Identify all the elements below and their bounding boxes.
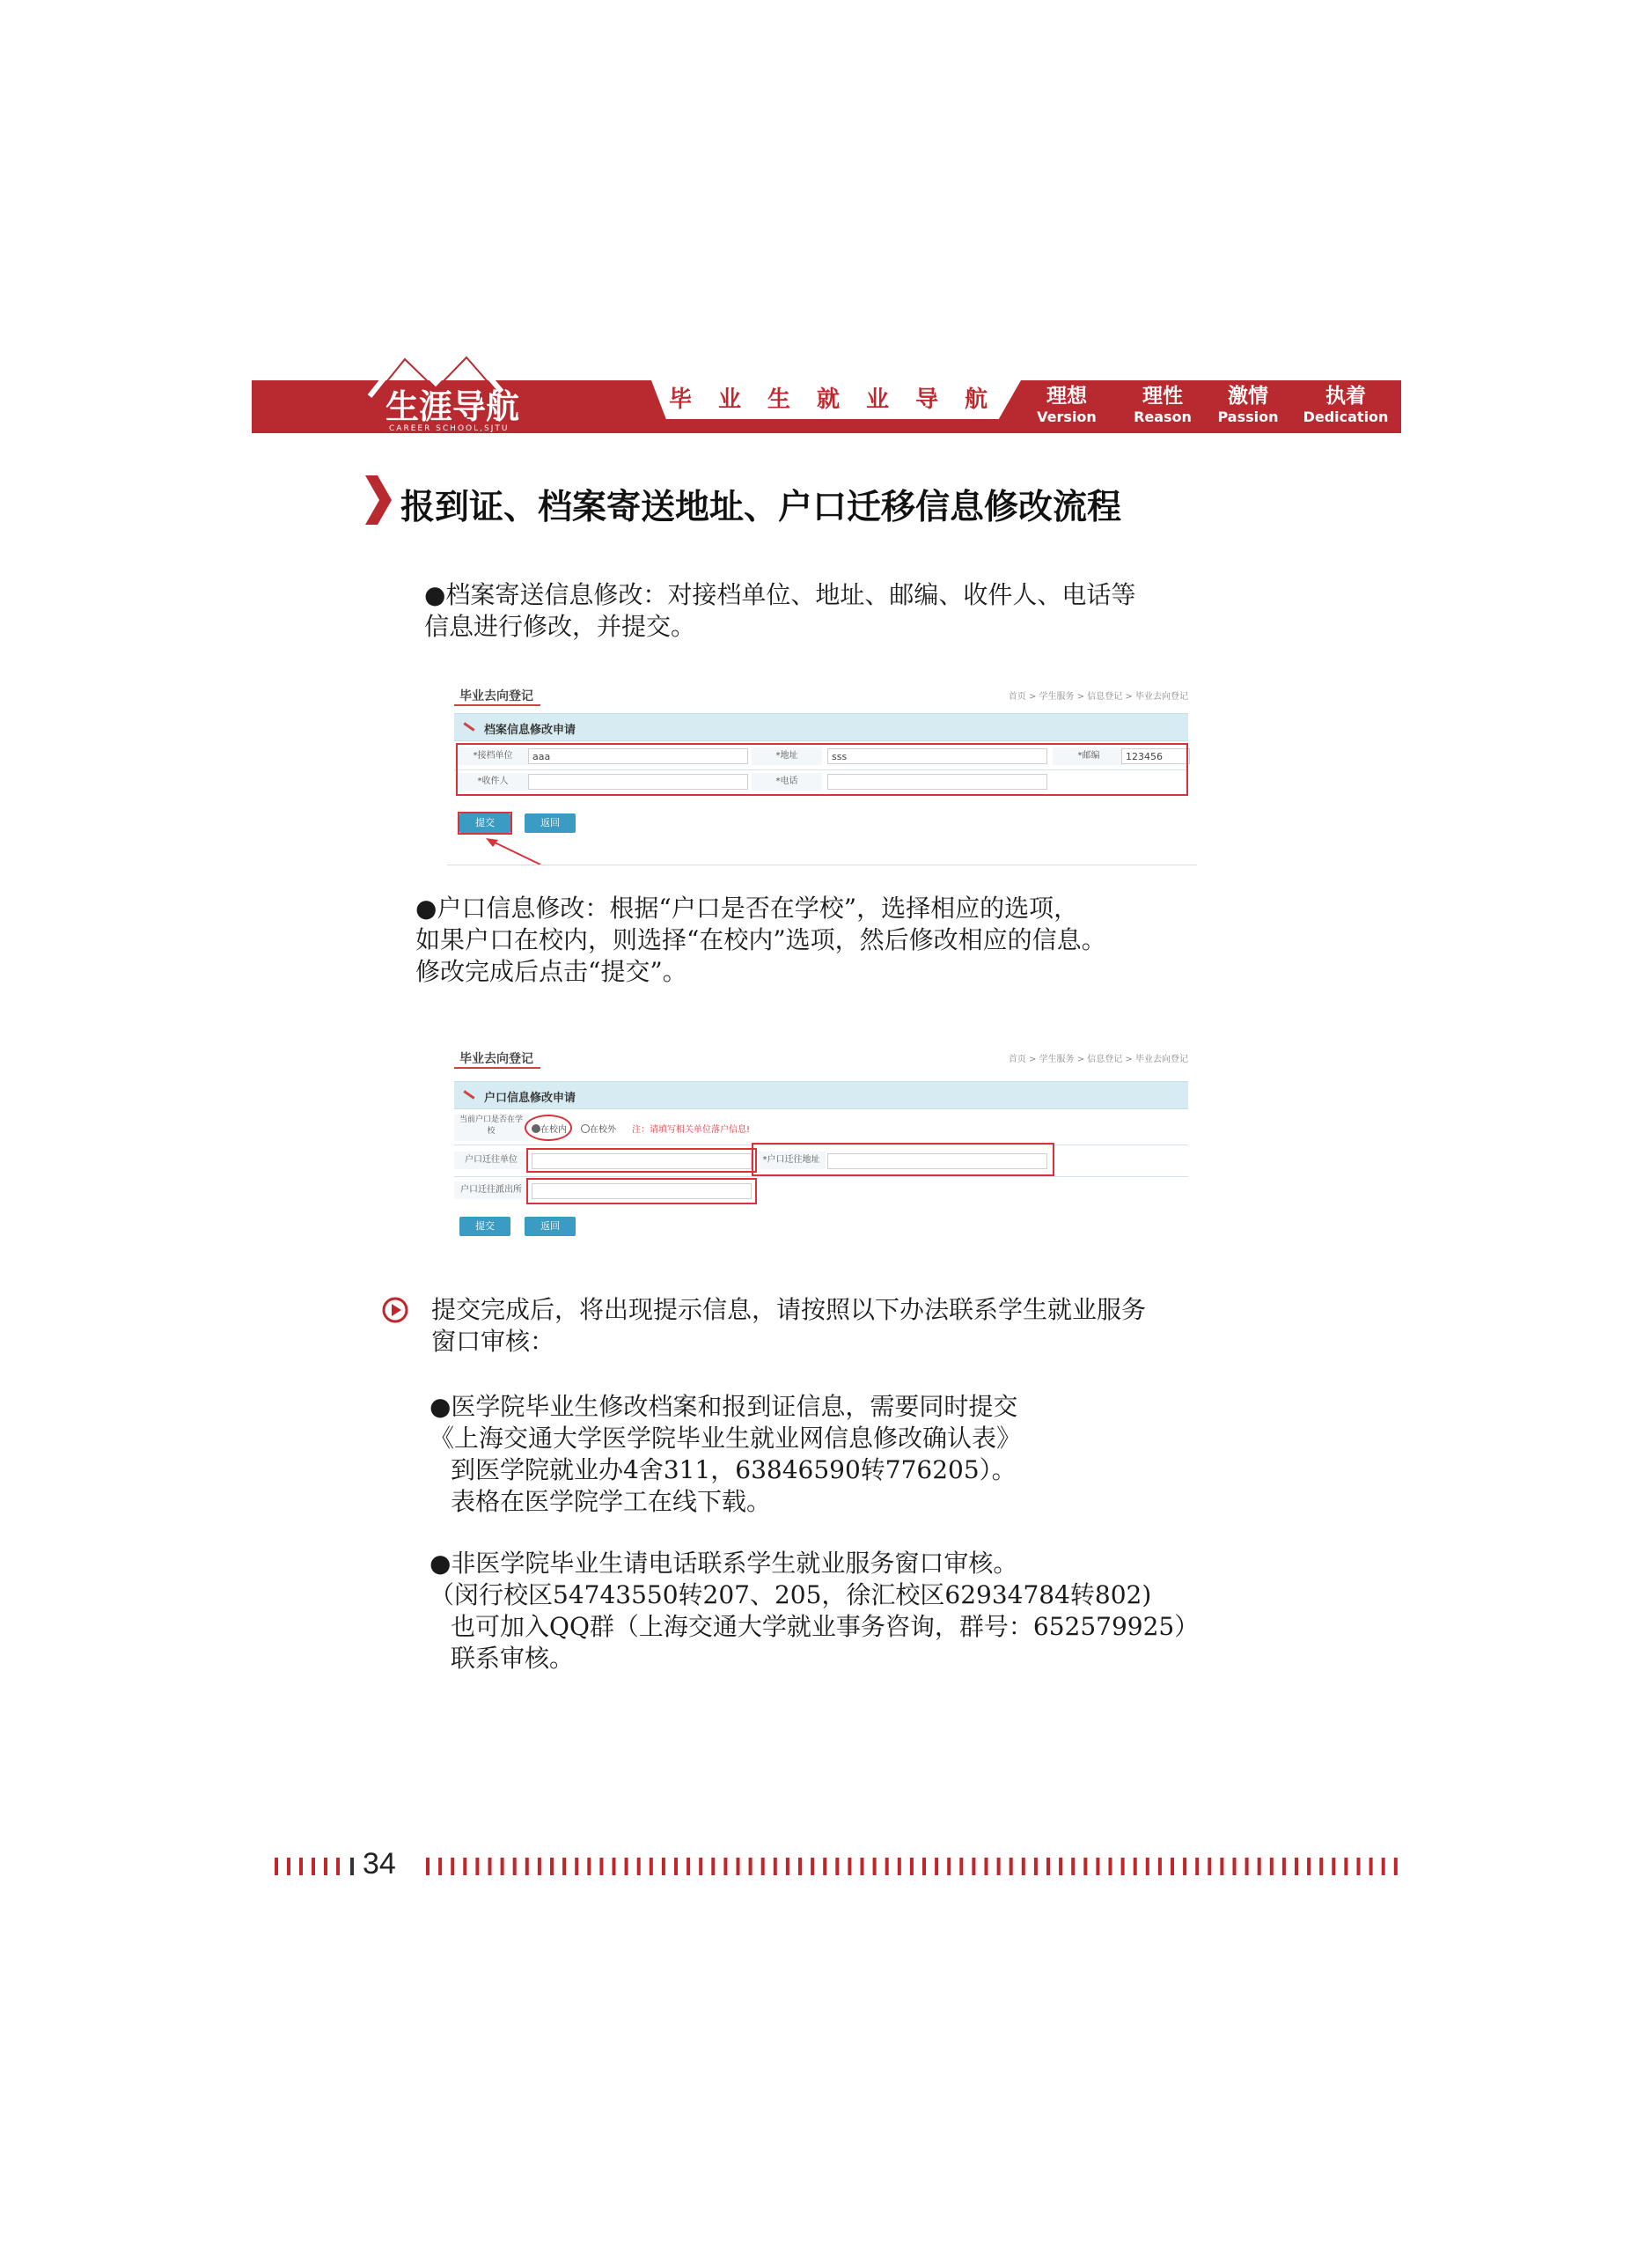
form-section-bar xyxy=(454,713,1188,741)
zip-label: *邮编 xyxy=(1053,747,1125,765)
logo-text: 生涯导航 xyxy=(385,387,520,426)
bar-mark xyxy=(463,722,474,731)
move-unit-label: 户口迁往单位 xyxy=(454,1152,528,1169)
title-underline xyxy=(454,704,540,706)
form-section-bar xyxy=(454,1081,1188,1109)
unit-label: *接档单位 xyxy=(458,747,528,765)
highlight-box xyxy=(752,1143,1054,1176)
move-police-label: 户口迁往派出所 xyxy=(454,1181,528,1199)
move-address-label: *户口迁往地址 xyxy=(757,1152,826,1169)
receiver-label: *收件人 xyxy=(458,773,528,791)
bar-mark xyxy=(463,1090,474,1099)
radio-in-school[interactable]: 在校内 xyxy=(532,1122,567,1135)
nav-title: 毕业生就业导航 xyxy=(669,386,1015,413)
form-section-title: 档案信息修改申请 xyxy=(484,724,576,737)
unit-input[interactable]: aaa xyxy=(528,748,748,764)
zip-input[interactable]: 123456 xyxy=(1121,748,1190,764)
form-page-title: 毕业去向登记 xyxy=(459,689,533,703)
section-nonmedical-text: ●非医学院毕业生请电话联系学生就业服务窗口审核。 （闵行校区54743550转207、205，徐汇校区62934784转802) 也可加入QQ群（上海交通大学就业事务咨询，群号：652579925） 联系审核。 xyxy=(430,1549,1200,1673)
breadcrumb: 首页 > 学生服务 > 信息登记 > 毕业去向登记 xyxy=(1008,692,1188,702)
value-reason: 理性 Reason xyxy=(1134,385,1192,425)
note-text: 注：请填写相关单位落户信息! xyxy=(632,1125,751,1135)
logo-subtitle: CAREER SCHOOL,SJTU xyxy=(389,424,510,433)
value-dedication: 执着 Dedication xyxy=(1303,385,1389,425)
chevron-right-icon xyxy=(365,475,392,525)
submit-button[interactable]: 提交 xyxy=(459,813,510,833)
footer-ticks-right xyxy=(422,1858,1401,1875)
page-title: 报到证、档案寄送地址、户口迁移信息修改流程 xyxy=(400,488,1122,527)
section-archive-text: ●档案寄送信息修改：对接档单位、地址、邮编、收件人、电话等 信息进行修改，并提交。 xyxy=(424,580,1136,641)
submit-button[interactable]: 提交 xyxy=(459,1217,510,1236)
highlight-box xyxy=(526,1178,757,1204)
row-divider xyxy=(454,1176,1188,1177)
highlight-box xyxy=(456,743,1188,796)
logo xyxy=(352,343,546,433)
play-circle-icon xyxy=(382,1297,408,1323)
submit-highlight xyxy=(458,812,512,835)
section-hukou-text: ●户口信息修改：根据“户口是否在学校”，选择相应的选项， 如果户口在校内，则选择“在校内”选项，然后修改相应的信息。 修改完成后点击“提交”。 xyxy=(415,894,1106,986)
radio-out-school[interactable]: 在校外 xyxy=(581,1122,616,1135)
section-review-text: 提交完成后，将出现提示信息，请按照以下办法联系学生就业服务 窗口审核： xyxy=(431,1295,1147,1356)
value-version: 理想 Version xyxy=(1037,385,1097,425)
phone-label: *电话 xyxy=(752,773,822,791)
highlight-circle xyxy=(525,1115,572,1141)
form-section-title: 户口信息修改申请 xyxy=(484,1092,576,1105)
title-underline xyxy=(454,1067,540,1069)
hukou-form-screenshot xyxy=(447,1044,1197,1252)
back-button[interactable]: 返回 xyxy=(525,1217,576,1236)
section-medical-text: ●医学院毕业生修改档案和报到证信息，需要同时提交 《上海交通大学医学院毕业生就业网信息修改确认表》 到医学院就业办4舍311，63846590转776205）。 表格在医学院学工在线下载。 xyxy=(430,1392,1022,1516)
hukou-question-label: 当前户口是否在学 校 xyxy=(454,1115,528,1141)
back-button[interactable]: 返回 xyxy=(525,813,576,833)
arrow-icon xyxy=(482,836,544,866)
archive-form-screenshot xyxy=(447,681,1197,866)
footer-ticks-left xyxy=(273,1858,361,1875)
breadcrumb: 首页 > 学生服务 > 信息登记 > 毕业去向登记 xyxy=(1008,1055,1188,1064)
form-page-title: 毕业去向登记 xyxy=(459,1052,533,1066)
address-input[interactable]: sss xyxy=(827,748,1047,764)
value-passion: 激情 Passion xyxy=(1217,385,1279,425)
address-label: *地址 xyxy=(752,747,822,765)
page-number: 34 xyxy=(363,1847,396,1881)
radio-icon xyxy=(581,1124,590,1133)
highlight-box xyxy=(526,1148,757,1173)
